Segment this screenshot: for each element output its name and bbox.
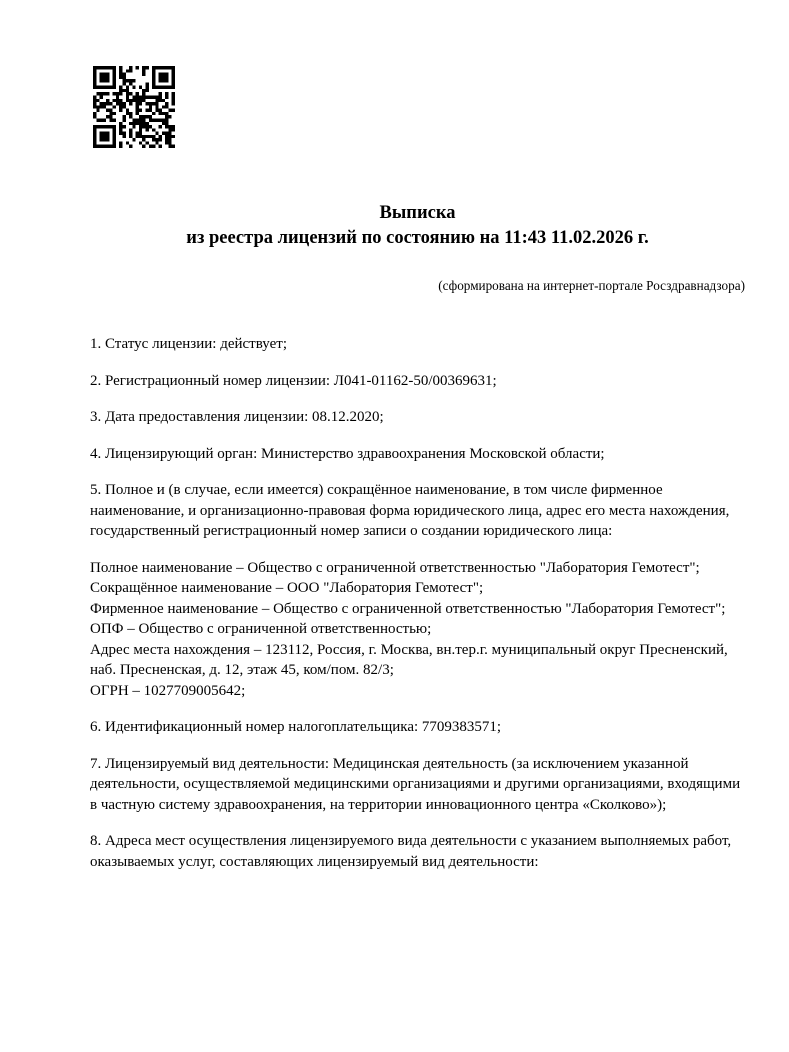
entity-full-name: Полное наименование – Общество с ограниченной ответственностью "Лаборатория Гемотест";: [90, 559, 700, 576]
entity-opf: ОПФ – Общество с ограниченной ответственностью;: [90, 621, 432, 637]
entity-address: Адрес места нахождения – 123112, Россия, г. Москва, вн.тер.г. муниципальный округ Пресненский, наб. Пресненская, д. 12, этаж 45, ком/пом. 82/3;: [90, 641, 728, 678]
entity-ogrn: ОГРН – 1027709005642;: [90, 682, 246, 699]
entity-short-name: Сокращённое наименование – ООО "Лаборатория Гемотест";: [90, 580, 484, 596]
paragraph-activity-type: 7. Лицензируемый вид деятельности: Медицинская деятельность (за исключением указанной деятельности, осуществляемой медицинскими организациями и другими организациями, входящими в частную систему здравоохранения, на территории инновационного центра «Сколково»);: [90, 755, 741, 813]
paragraph-license-status: 1. Статус лицензии: действует;: [90, 336, 287, 352]
title-line-1: Выписка: [379, 203, 456, 223]
document-title: [90, 201, 745, 251]
entity-brand-name: Фирменное наименование – Общество с ограниченной ответственностью "Лаборатория Гемотест";: [90, 600, 726, 617]
paragraph-entity-heading: 5. Полное и (в случае, если имеется) сокращённое наименование, в том числе фирменное наименование, и организационно-правовая форма юридического лица, адрес его места нахождения, государственный регистрационный номер записи о создании юридического лица:: [90, 482, 730, 539]
title-line-2: из реестра лицензий по состоянию на 11:43 11.02.2026 г.: [186, 228, 649, 248]
paragraph-activity-addresses: 8. Адреса мест осуществления лицензируемого вида деятельности с указанием выполняемых работ, оказываемых услуг, составляющих лицензируемый вид деятельности:: [90, 833, 732, 870]
paragraph-registration-number: 2. Регистрационный номер лицензии: Л041-01162-50/00369631;: [90, 372, 497, 389]
paragraph-grant-date: 3. Дата предоставления лицензии: 08.12.2020;: [90, 409, 384, 425]
document-subtitle: (сформирована на интернет-портале Росздравнадзора): [438, 278, 745, 293]
paragraph-inn: 6. Идентификационный номер налогоплательщика: 7709383571;: [90, 719, 502, 735]
paragraph-licensing-authority: 4. Лицензирующий орган: Министерство здравоохранения Московской области;: [90, 445, 605, 462]
entity-details-block: [90, 558, 745, 702]
